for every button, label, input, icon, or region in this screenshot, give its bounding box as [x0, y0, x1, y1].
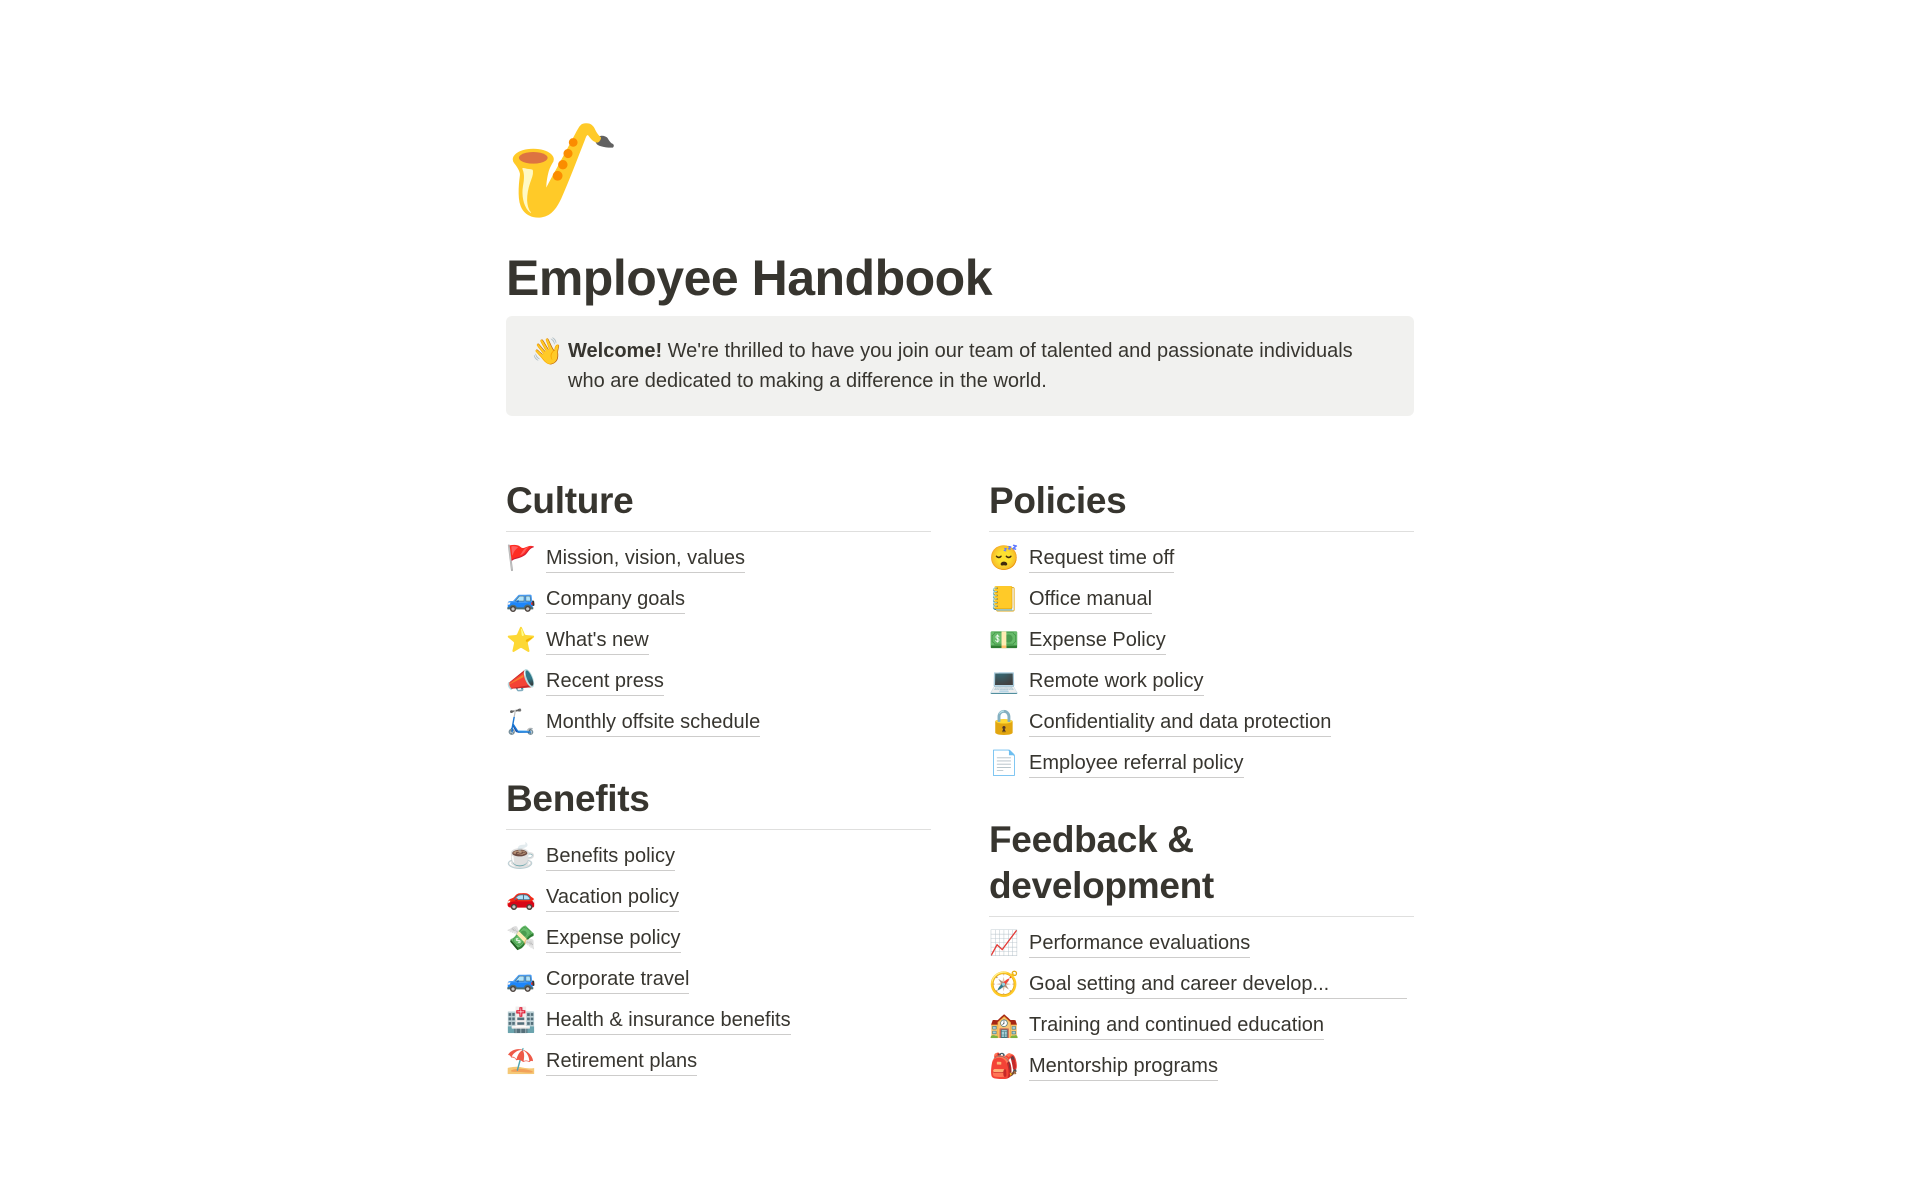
section-culture — [506, 478, 931, 743]
page-link-label: Monthly offsite schedule — [546, 709, 760, 737]
kick-scooter-icon: 🛴 — [506, 708, 536, 736]
feedback-development-heading: Feedback & development — [989, 819, 1214, 906]
coffee-icon: ☕ — [506, 842, 536, 870]
waving-hand-icon: 👋 — [531, 336, 564, 366]
page-facing-up-icon: 📄 — [989, 749, 1019, 777]
page-link-benefits-policy[interactable] — [506, 836, 931, 877]
page-link-label: Benefits policy — [546, 843, 675, 871]
columns-layout — [506, 478, 1414, 1087]
triangular-flag-icon: 🚩 — [506, 544, 536, 572]
page-link-corporate-travel[interactable] — [506, 959, 931, 1000]
hospital-icon: 🏥 — [506, 1006, 536, 1034]
compass-icon: 🧭 — [989, 970, 1019, 998]
page-link-performance-evaluations[interactable] — [989, 923, 1414, 964]
dollar-banknote-icon: 💵 — [989, 626, 1019, 654]
beach-umbrella-icon: ⛱️ — [506, 1047, 536, 1075]
page-title: Employee Handbook — [506, 250, 993, 306]
page-link-health-insurance-benefits[interactable] — [506, 1000, 931, 1041]
page-link-training-continued-education[interactable] — [989, 1005, 1414, 1046]
page-link-confidentiality-data-protection[interactable] — [989, 702, 1414, 743]
backpack-icon: 🎒 — [989, 1052, 1019, 1080]
page-link-label: Corporate travel — [546, 966, 689, 994]
page-link-mission-vision-values[interactable] — [506, 538, 931, 579]
school-icon: 🏫 — [989, 1011, 1019, 1039]
lock-icon: 🔒 — [989, 708, 1019, 736]
page-link-label: Mission, vision, values — [546, 545, 745, 573]
page-link-expense-policy-policies[interactable] — [989, 620, 1414, 661]
page-link-remote-work-policy[interactable] — [989, 661, 1414, 702]
benefits-heading: Benefits — [506, 778, 650, 819]
column-left — [506, 478, 931, 1087]
divider — [506, 829, 931, 830]
page-icon-saxophone[interactable]: 🎷 — [506, 120, 621, 222]
page-link-request-time-off[interactable] — [989, 538, 1414, 579]
divider — [506, 531, 931, 532]
policies-heading: Policies — [989, 480, 1127, 521]
page-link-company-goals[interactable] — [506, 579, 931, 620]
page-link-employee-referral-policy[interactable] — [989, 743, 1414, 784]
page-link-label: Vacation policy — [546, 884, 679, 912]
blue-car-icon: 🚙 — [506, 585, 536, 613]
page-link-recent-press[interactable] — [506, 661, 931, 702]
page-link-retirement-plans[interactable] — [506, 1041, 931, 1082]
page-link-label: Confidentiality and data protection — [1029, 709, 1331, 737]
page-link-label: Retirement plans — [546, 1048, 697, 1076]
page-link-monthly-offsite-schedule[interactable] — [506, 702, 931, 743]
callout-bold-text: Welcome! — [568, 340, 663, 362]
divider — [989, 531, 1414, 532]
page-link-label: What's new — [546, 627, 649, 655]
page-link-label: Remote work policy — [1029, 668, 1204, 696]
column-right — [989, 478, 1414, 1087]
ledger-book-icon: 📒 — [989, 585, 1019, 613]
page-link-label: Company goals — [546, 586, 685, 614]
page-link-label: Performance evaluations — [1029, 930, 1250, 958]
section-feedback-development — [989, 817, 1414, 1087]
sleeping-face-icon: 😴 — [989, 544, 1019, 572]
page-link-label: Expense policy — [546, 925, 681, 953]
page-link-label: Request time off — [1029, 545, 1174, 573]
section-policies — [989, 478, 1414, 784]
page-link-mentorship-programs[interactable] — [989, 1046, 1414, 1087]
callout-body-text: We're thrilled to have you join our team of talented and passionate individuals who are dedicated to making a difference in the world. — [568, 340, 1353, 392]
page-link-label: Employee referral policy — [1029, 750, 1244, 778]
welcome-callout — [506, 316, 1414, 416]
laptop-icon: 💻 — [989, 667, 1019, 695]
page-link-label: Training and continued education — [1029, 1012, 1324, 1040]
page-link-label: Mentorship programs — [1029, 1053, 1218, 1081]
page-link-whats-new[interactable] — [506, 620, 931, 661]
callout-text — [568, 336, 1358, 396]
star-icon: ⭐ — [506, 626, 536, 654]
section-benefits — [506, 776, 931, 1082]
page-link-expense-policy-benefits[interactable] — [506, 918, 931, 959]
blue-car-icon: 🚙 — [506, 965, 536, 993]
page-link-label: Recent press — [546, 668, 664, 696]
notion-page — [506, 0, 1414, 1087]
culture-heading: Culture — [506, 480, 634, 521]
megaphone-icon: 📣 — [506, 667, 536, 695]
chart-increasing-icon: 📈 — [989, 929, 1019, 957]
page-link-vacation-policy[interactable] — [506, 877, 931, 918]
divider — [989, 916, 1414, 917]
red-car-icon: 🚗 — [506, 883, 536, 911]
page-link-label: Health & insurance benefits — [546, 1007, 791, 1035]
page-link-label: Office manual — [1029, 586, 1152, 614]
money-with-wings-icon: 💸 — [506, 924, 536, 952]
page-link-goal-setting-career-development[interactable] — [989, 964, 1414, 1005]
page-link-office-manual[interactable] — [989, 579, 1414, 620]
page-link-label: Goal setting and career develop... — [1029, 971, 1407, 999]
page-link-label: Expense Policy — [1029, 627, 1166, 655]
